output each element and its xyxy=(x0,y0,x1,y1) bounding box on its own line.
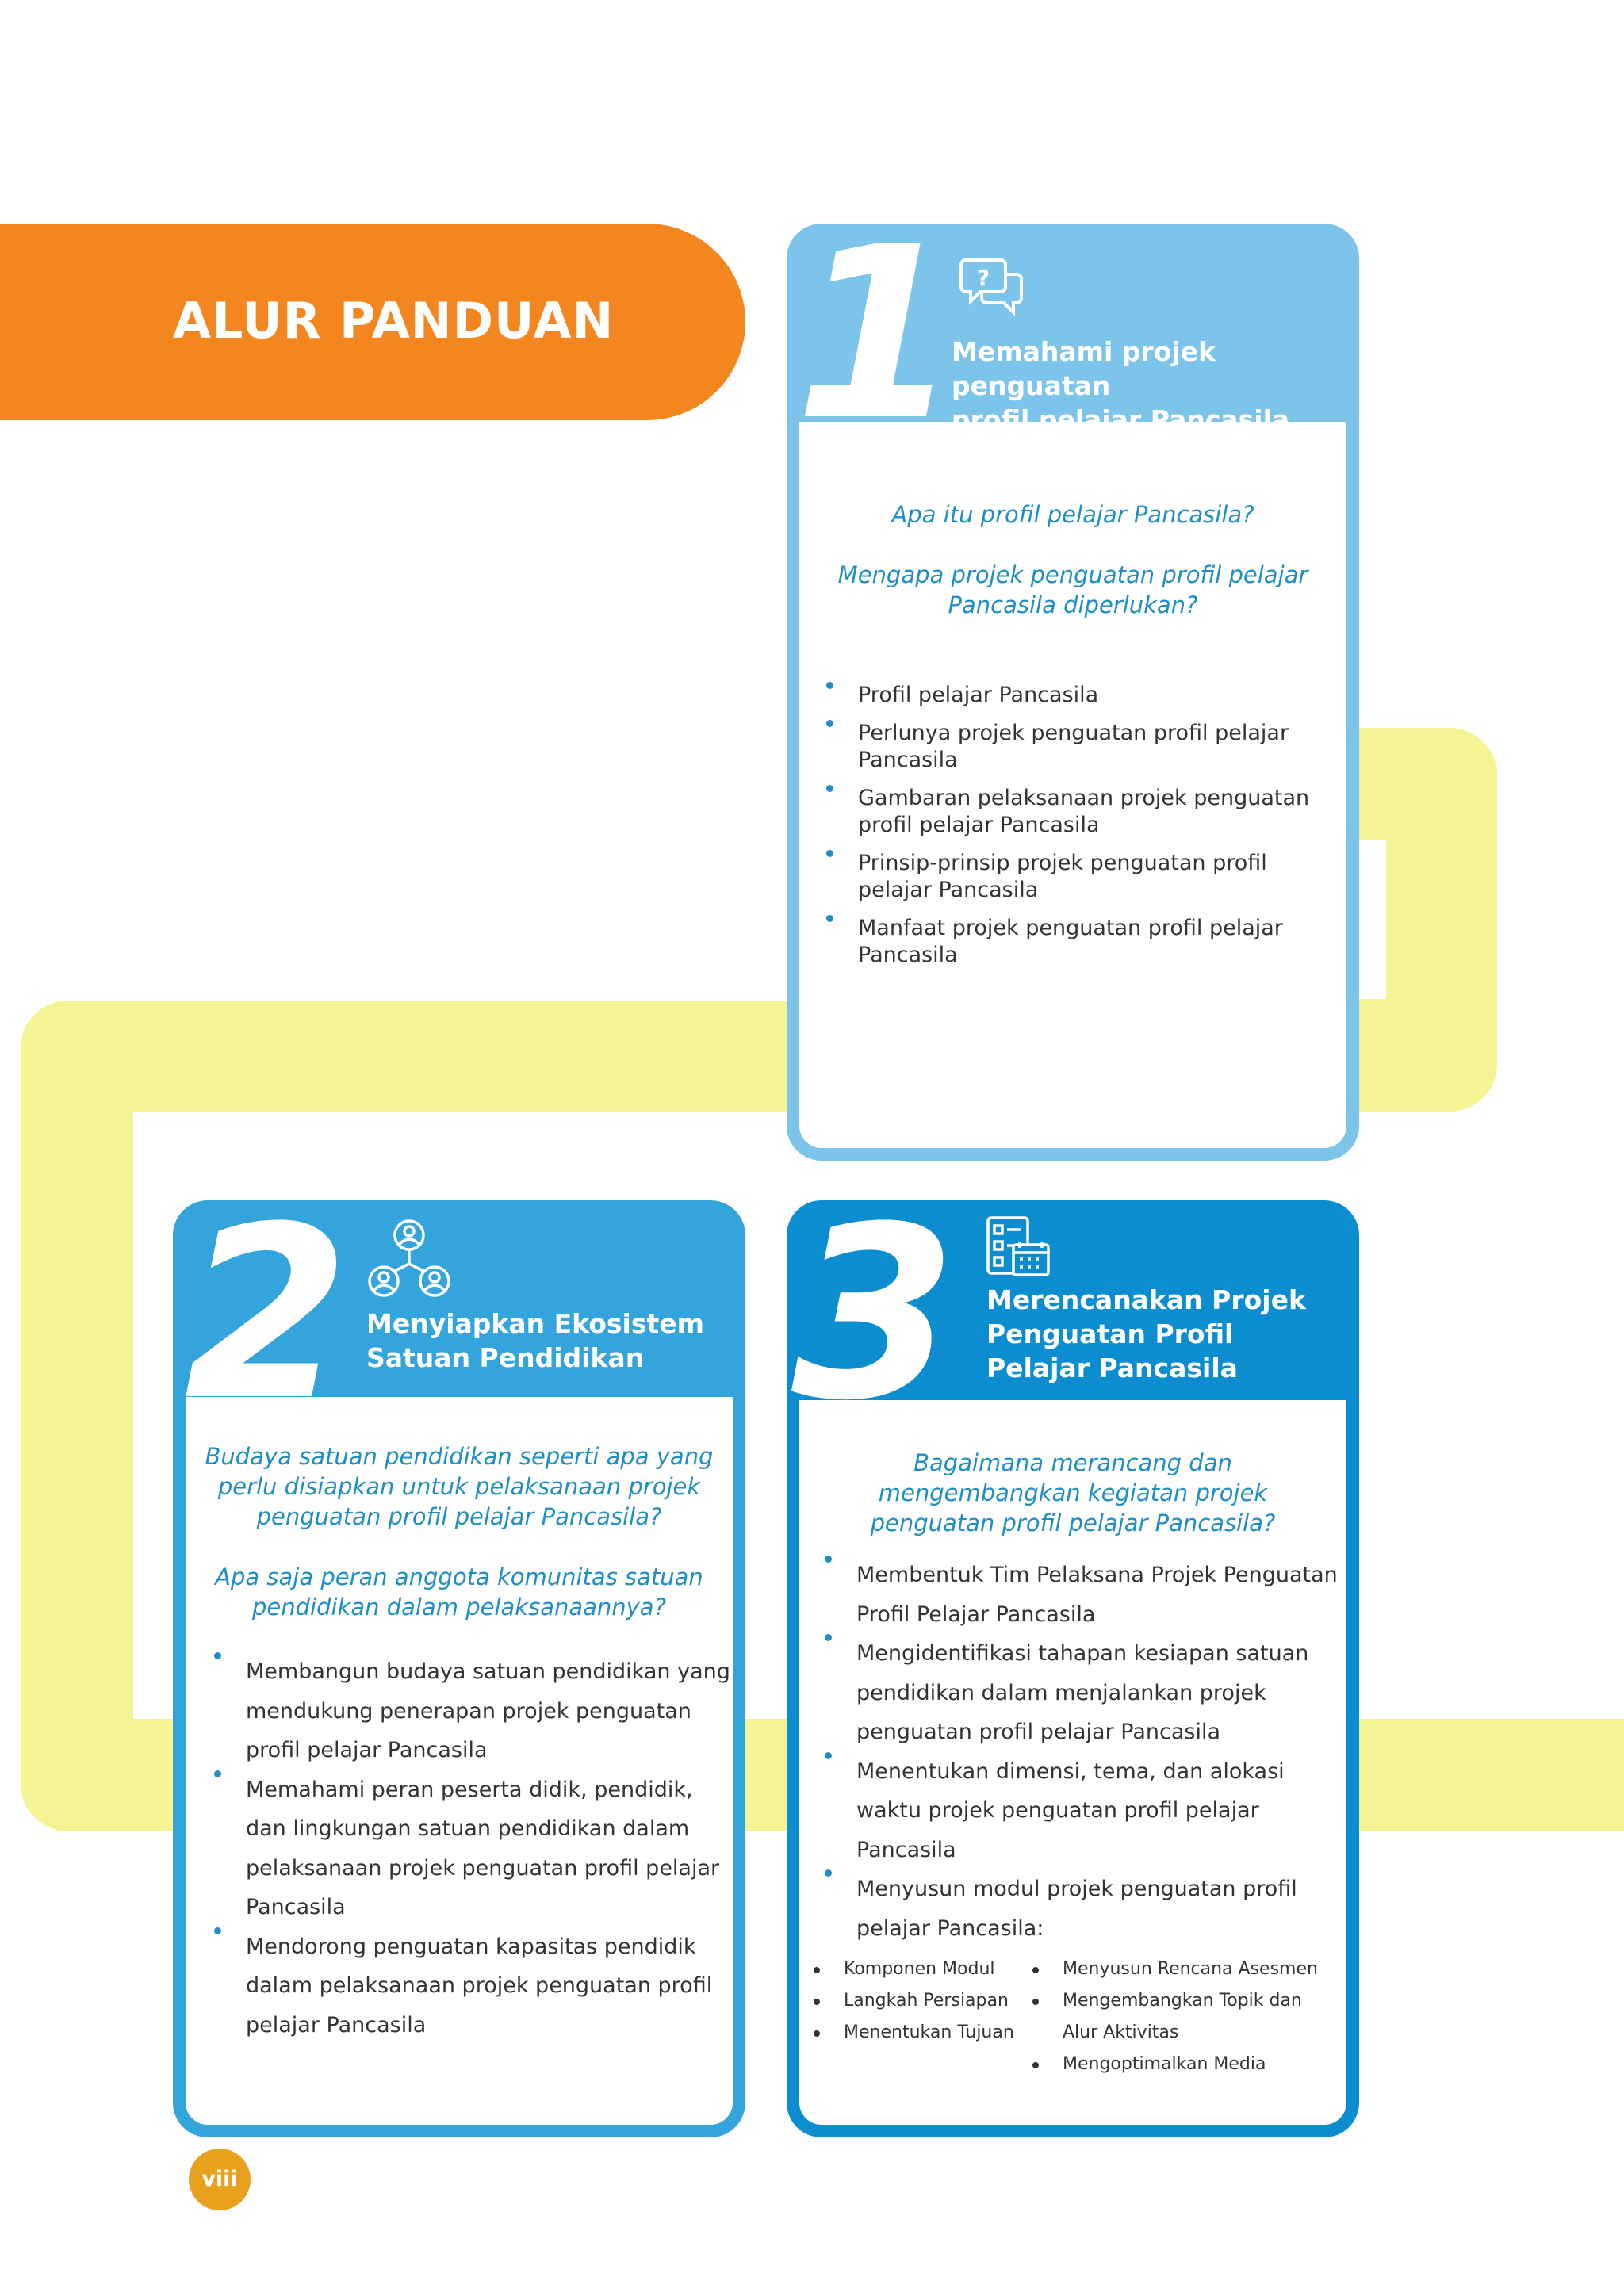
list-item: Komponen Modul xyxy=(810,1954,1014,1985)
step-number-3: 3 xyxy=(791,1176,957,1452)
page-number-badge: viii xyxy=(189,2149,251,2210)
list-item: Menentukan Tujuan xyxy=(810,2017,1014,2049)
card-3-sublist-left xyxy=(810,1954,1014,2049)
list-item: Mengembangkan Topik dan xyxy=(1029,1985,1318,2017)
list-item: Alur Aktivitas xyxy=(1063,2022,1179,2042)
card-2-question-1: Budaya satuan pendidikan seperti apa yang perlu disiapkan untuk pelaksanaan projek penguatan profil pelajar Pancasila? xyxy=(205,1443,714,1530)
list-item: Mengoptimalkan Media xyxy=(1029,2049,1318,2080)
card-1-question-1: Apa itu profil pelajar Pancasila? xyxy=(891,501,1254,528)
step-number-2: 2 xyxy=(184,1176,350,1452)
list-item: Membangun budaya satuan pendidikan yang mendukung penerapan projek penguatan profil pelajar Pancasila xyxy=(213,1652,736,1770)
svg-text:?: ? xyxy=(976,265,990,291)
card-1-question-2: Mengapa projek penguatan profil pelajar Pancasila diperlukan? xyxy=(837,561,1308,618)
step-number-1: 1 xyxy=(795,196,960,473)
people-network-icon xyxy=(366,1218,452,1300)
card-3-list xyxy=(823,1556,1346,1948)
list-item: Manfaat projek penguatan profil pelajar Pancasila xyxy=(825,915,1332,969)
card-step-2 xyxy=(173,1176,745,2137)
card-step-1 xyxy=(787,196,1359,1161)
card-step-3 xyxy=(787,1176,1359,2137)
list-item: Perlunya projek penguatan profil pelajar Pancasila xyxy=(825,720,1332,774)
list-item: Memahami peran peserta didik, pendidik, dan lingkungan satuan pendidikan dalam pelaksanaan projek penguatan profil pelajar Pancasila xyxy=(213,1770,736,1927)
list-item: Gambaran pelaksanaan projek penguatan profil pelajar Pancasila xyxy=(825,785,1332,839)
card-2-question-2: Apa saja peran anggota komunitas satuan pendidikan dalam pelaksanaannya? xyxy=(215,1563,703,1621)
card-2-title: Menyiapkan Ekosistem Satuan Pendidikan xyxy=(366,1308,705,1373)
card-3-sublist-right xyxy=(1029,1954,1318,2080)
list-item: Mendorong penguatan kapasitas pendidik dalam pelaksanaan projek penguatan profil pelajar Pancasila xyxy=(213,1927,736,2045)
list-item: Prinsip-prinsip projek penguatan profil pelajar Pancasila xyxy=(825,850,1332,904)
list-item: Membentuk Tim Pelaksana Projek Penguatan Profil Pelajar Pancasila xyxy=(823,1556,1346,1634)
list-item: Langkah Persiapan xyxy=(810,1985,1014,2017)
card-3-title: Merencanakan Projek Penguatan Profil Pelajar Pancasila xyxy=(986,1284,1306,1383)
list-item: Profil pelajar Pancasila xyxy=(825,682,1332,709)
card-2-list xyxy=(213,1652,736,2045)
card-3-question-1: Bagaimana merancang dan mengembangkan kegiatan projek penguatan profil pelajar Pancasila? xyxy=(870,1449,1276,1536)
list-item: Menyusun modul projek penguatan profil pelajar Pancasila: xyxy=(823,1869,1346,1948)
list-item: Menentukan dimensi, tema, dan alokasi waktu projek penguatan profil pelajar Pancasila xyxy=(823,1752,1346,1870)
page-title: ALUR PANDUAN xyxy=(173,292,615,350)
list-item: Mengidentifikasi tahapan kesiapan satuan pendidikan dalam menjalankan projek penguatan profil pelajar Pancasila xyxy=(823,1634,1346,1752)
card-1-list xyxy=(825,682,1332,969)
checklist-calendar-icon xyxy=(986,1216,1050,1276)
card-1-title: Memahami projek penguatan profil pelajar Pancasila xyxy=(952,336,1290,435)
flow-track-left xyxy=(21,1001,133,1831)
question-chat-icon xyxy=(959,255,1025,317)
list-item: Menyusun Rencana Asesmen xyxy=(1029,1954,1318,1985)
